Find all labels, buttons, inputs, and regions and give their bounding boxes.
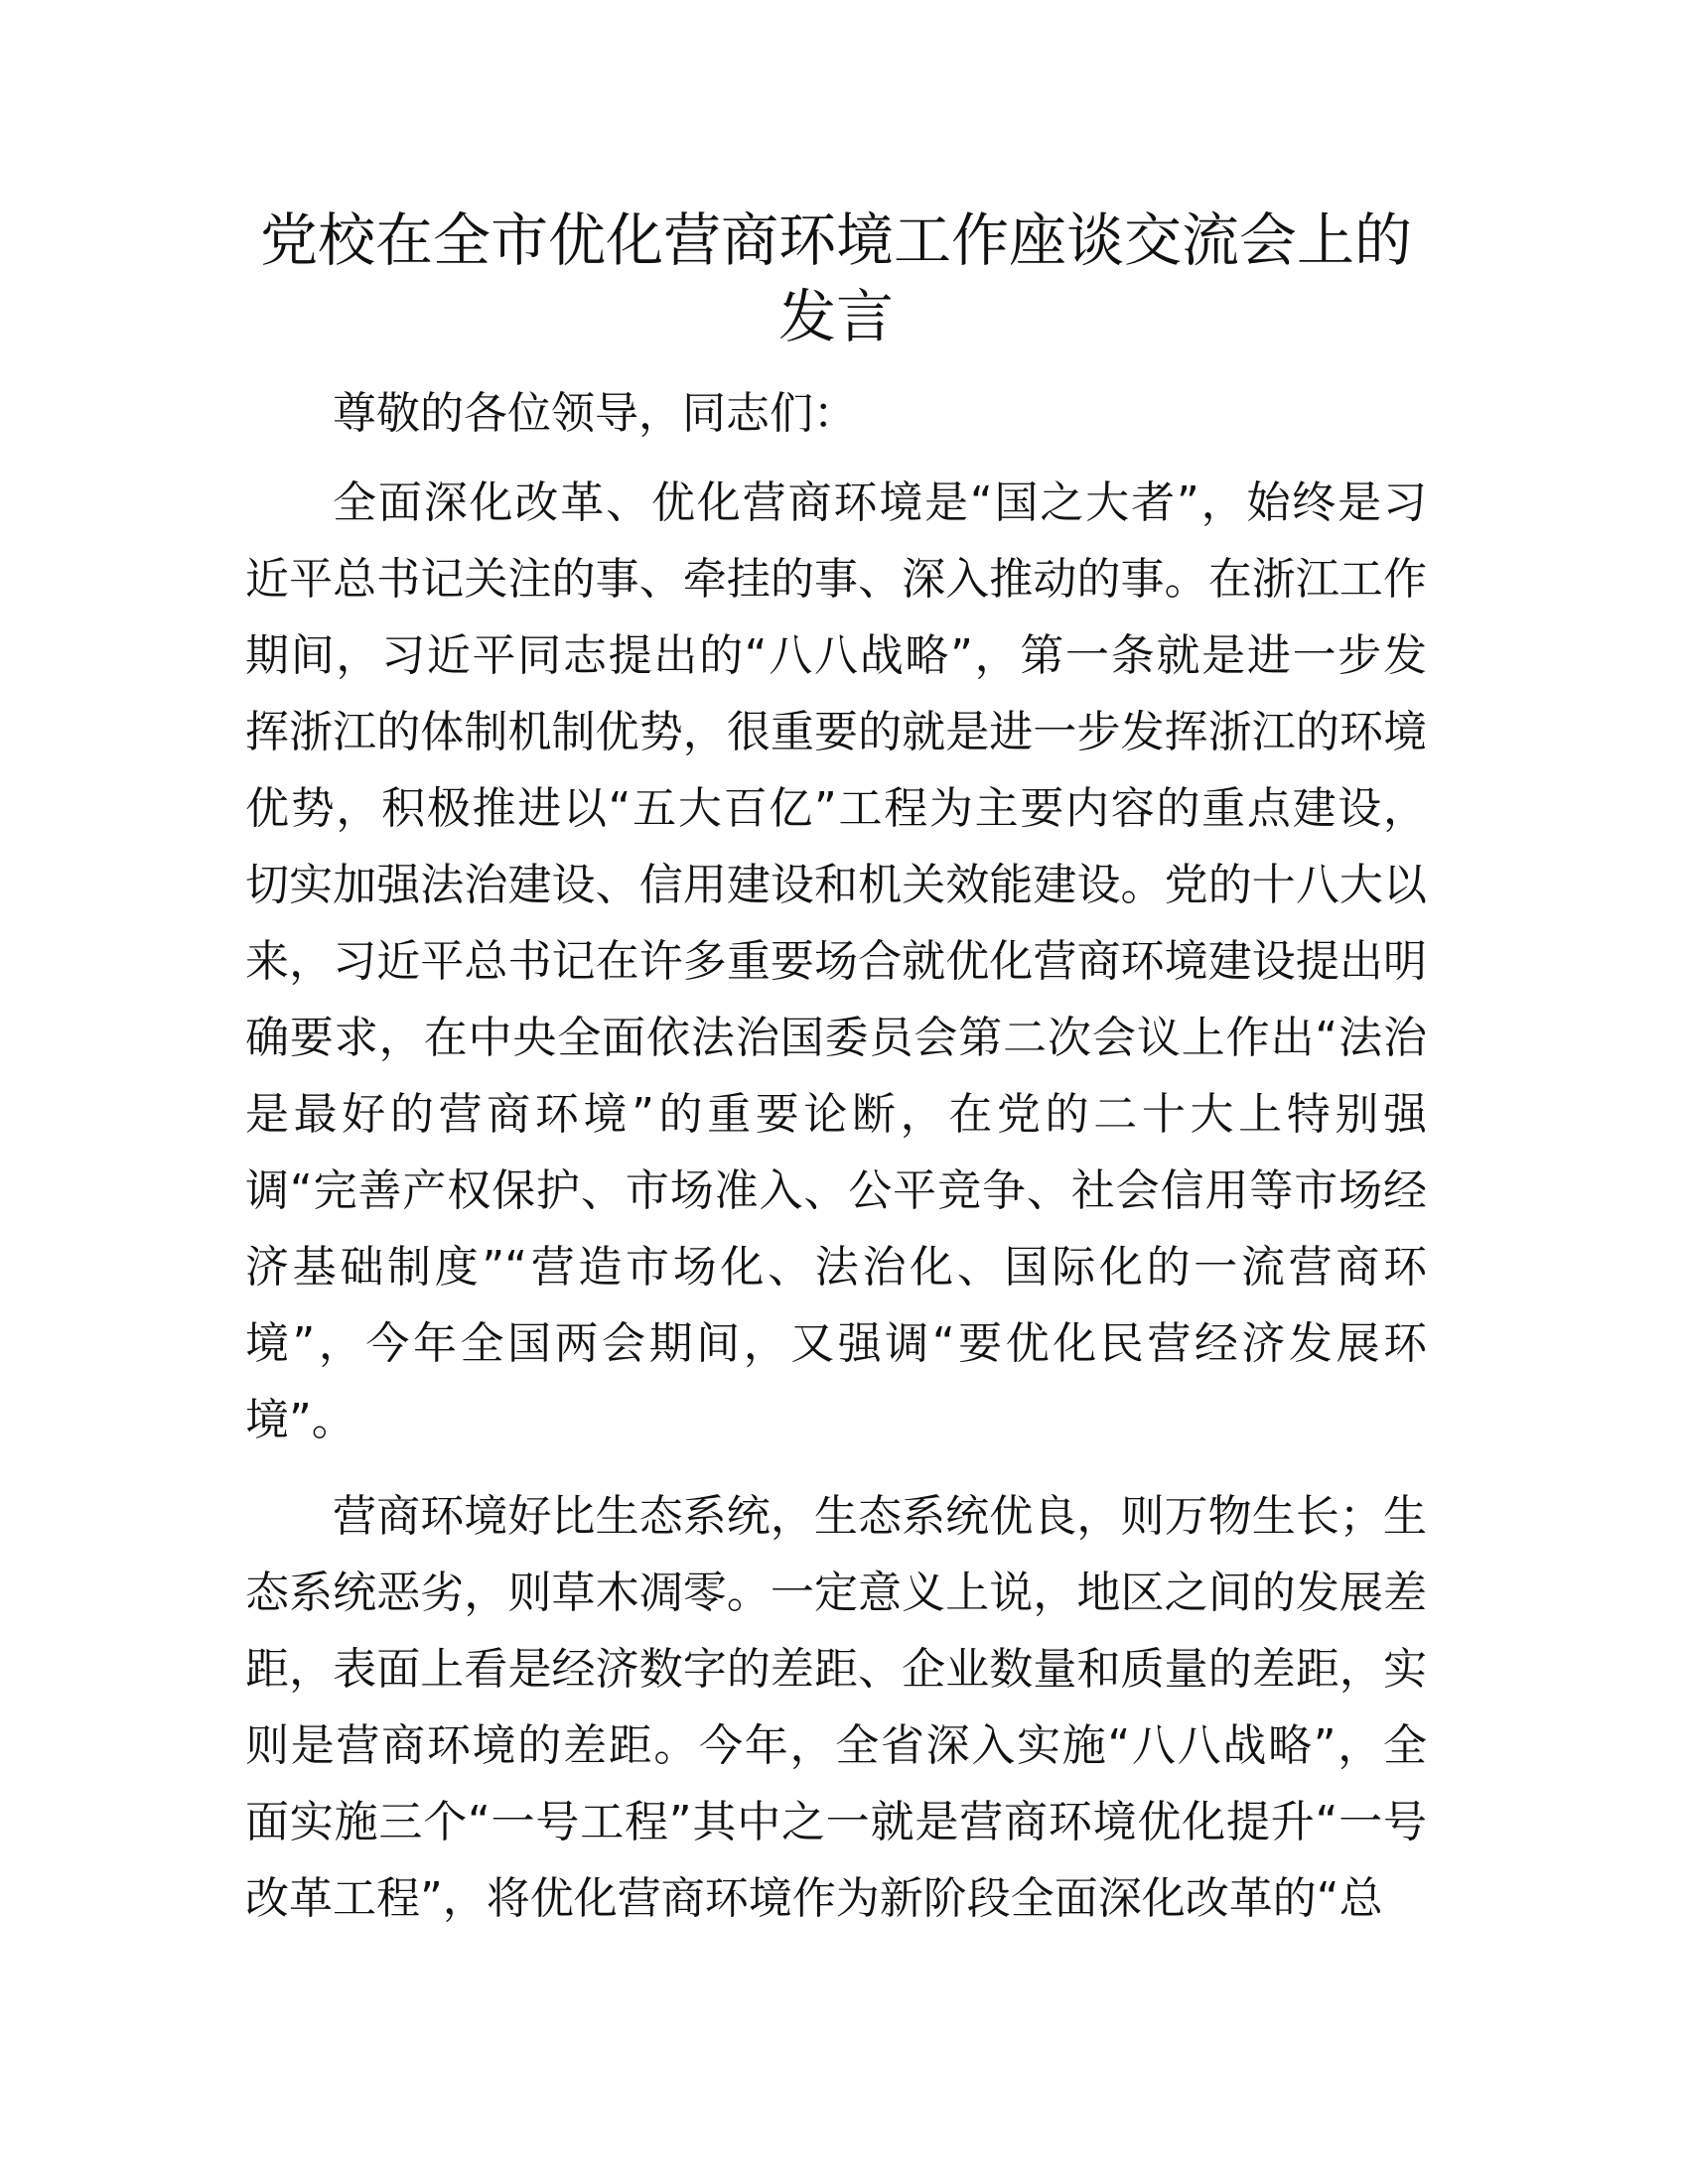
paragraph-line: 态系统恶劣，则草木凋零。一定意义上说，地区之间的发展差 — [245, 1568, 1427, 1618]
paragraph — [245, 465, 1427, 1458]
paragraph-line: 营商环境好比生态系统，生态系统优良，则万物生长；生 — [333, 1491, 1427, 1542]
paragraph-line: 全面深化改革、优化营商环境是“国之大者”，始终是习 — [333, 478, 1427, 528]
paragraph-line: 期间，习近平同志提出的“八八战略”，第一条就是进一步发 — [245, 630, 1427, 681]
paragraph-line: 则是营商环境的差距。今年，全省深入实施“八八战略”，全 — [245, 1720, 1427, 1771]
greeting: 尊敬的各位领导，同志们： — [333, 388, 857, 439]
title-line: 发言 — [777, 283, 894, 350]
document-title — [245, 203, 1427, 355]
paragraph-line: 改革工程”，将优化营商环境作为新阶段全面深化改革的“总 — [245, 1873, 1383, 1924]
paragraph-line: 境”。 — [245, 1395, 355, 1445]
paragraph — [245, 1478, 1427, 1937]
paragraph-line: 调“完善产权保护、市场准入、公平竞争、社会信用等市场经 — [245, 1165, 1427, 1216]
paragraph-line: 面实施三个“一号工程”其中之一就是营商环境优化提升“一号 — [245, 1797, 1427, 1847]
paragraph-line: 来，习近平总书记在许多重要场合就优化营商环境建设提出明 — [245, 936, 1427, 987]
document-page — [245, 203, 1427, 1937]
paragraph-line: 境”，今年全国两会期间，又强调“要优化民营经济发展环 — [245, 1318, 1427, 1369]
title-line: 党校在全市优化营商环境工作座谈交流会上的 — [259, 206, 1412, 274]
paragraph-line: 距，表面上看是经济数字的差距、企业数量和质量的差距，实 — [245, 1644, 1427, 1695]
paragraph-line: 近平总书记关注的事、牵挂的事、深入推动的事。在浙江工作 — [245, 554, 1427, 605]
paragraph-line: 挥浙江的体制机制优势，很重要的就是进一步发挥浙江的环境 — [245, 707, 1427, 757]
paragraph-line: 济基础制度”“营造市场化、法治化、国际化的一流营商环 — [245, 1242, 1427, 1293]
paragraph-line: 切实加强法治建设、信用建设和机关效能建设。党的十八大以 — [245, 860, 1427, 910]
paragraph-line: 是最好的营商环境”的重要论断，在党的二十大上特别强 — [245, 1089, 1427, 1140]
paragraph-line: 优势，积极推进以“五大百亿”工程为主要内容的重点建设， — [245, 783, 1427, 834]
paragraph-line: 确要求，在中央全面依法治国委员会第二次会议上作出“法治 — [245, 1013, 1427, 1063]
